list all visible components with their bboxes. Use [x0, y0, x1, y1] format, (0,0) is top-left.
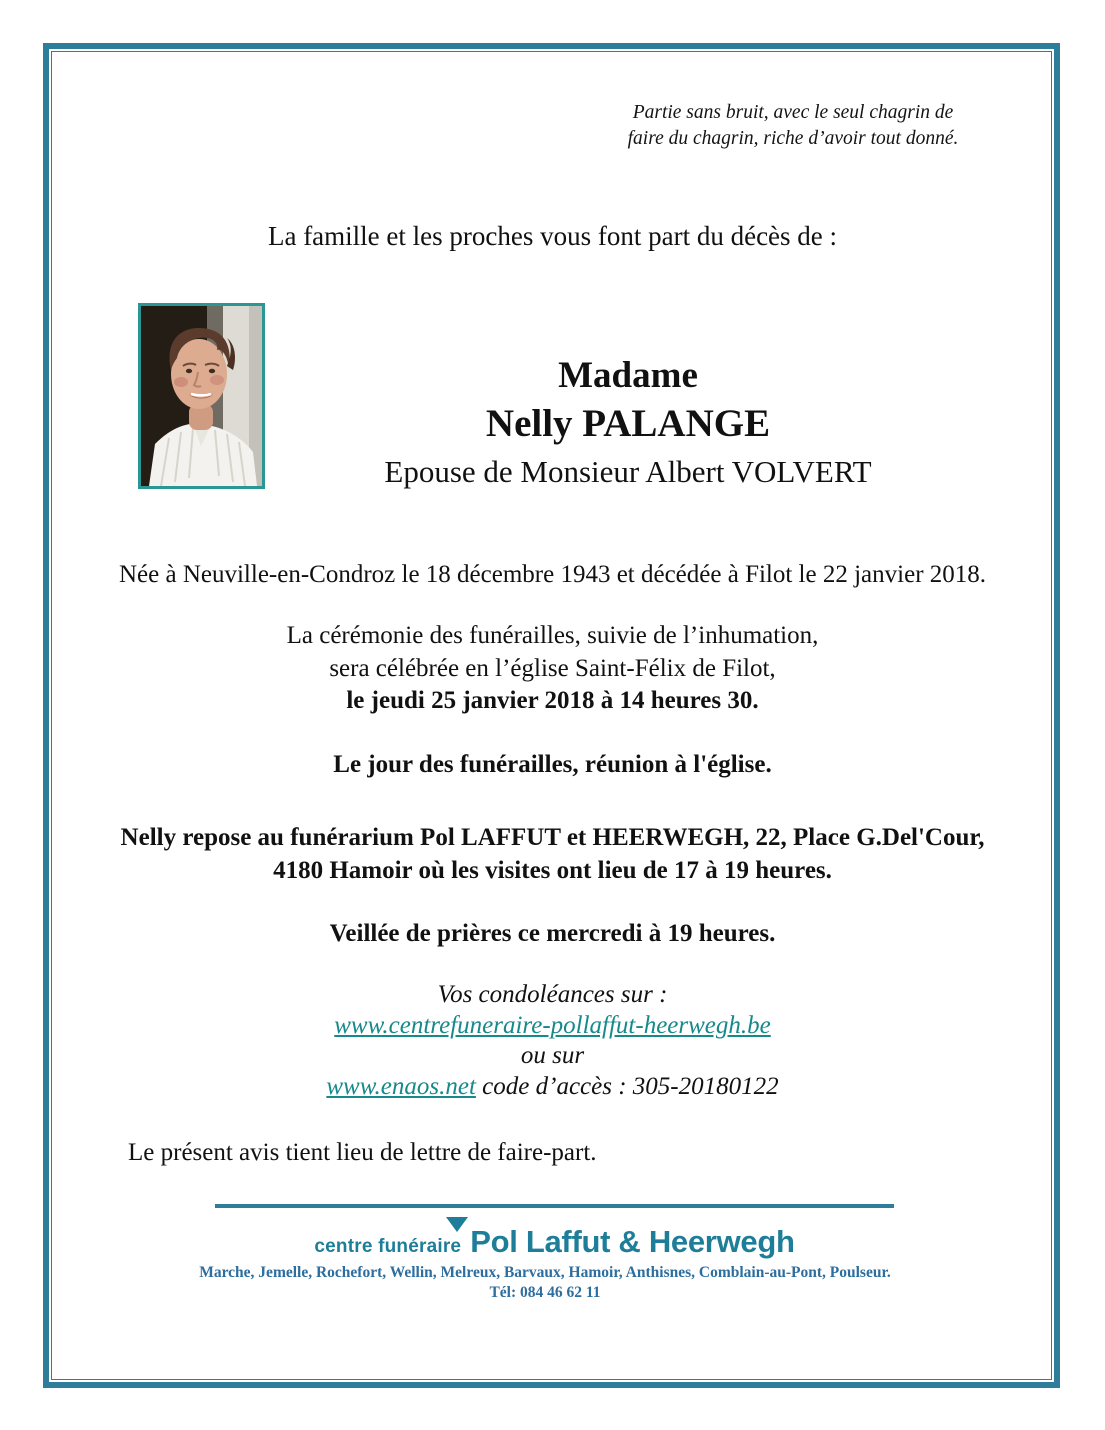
ceremony-line1: La cérémonie des funérailles, suivie de l’inhumation, [286, 622, 819, 649]
footer-locations: Marche, Jemelle, Rochefort, Wellin, Melreux, Barvaux, Hamoir, Anthisnes, Comblain-au-Pont, Poulseur. [199, 1264, 891, 1281]
funeral-home-brand [215, 1224, 894, 1260]
repose-line1: Nelly repose au funérarium Pol LAFFUT et HEERWEGH, 22, Place G.Del'Cour, [120, 824, 985, 851]
epitaph-quote-line2: faire du chagrin, riche d’avoir tout donné. [627, 127, 959, 149]
condolences-intro: Vos condoléances sur : [437, 981, 668, 1008]
birth-death-line: Née à Neuville-en-Condroz le 18 décembre 1943 et décédée à Filot le 22 janvier 2018. [118, 561, 987, 588]
vigil-line: Veillée de prières ce mercredi à 19 heures. [329, 920, 776, 947]
reunion-line: Le jour des funérailles, réunion à l'église. [333, 751, 772, 778]
brand-prefix-text: centre funéraire [314, 1236, 462, 1257]
footer-divider-line [215, 1204, 894, 1208]
repose-block [0, 821, 1105, 887]
condolences-or-text: ou sur [520, 1042, 585, 1069]
ceremony-line2: sera célébrée en l’église Saint-Félix de Filot, [329, 654, 776, 682]
deceased-title: Madame [558, 355, 698, 396]
deceased-name: Nelly PALANGE [485, 402, 771, 446]
deceased-portrait-photo [138, 303, 265, 489]
epitaph-quote-line1: Partie sans bruit, avec le seul chagrin de [632, 102, 954, 123]
faire-part-notice: Le présent avis tient lieu de lettre de faire-part. [128, 1139, 597, 1166]
footer-phone: Tél: 084 46 62 11 [489, 1284, 601, 1301]
repose-line2: 4180 Hamoir où les visites ont lieu de 17 à 19 heures. [273, 857, 832, 884]
epitaph-quote [593, 100, 993, 151]
condolences-link-enaos[interactable]: www.enaos.net [326, 1072, 476, 1100]
deceased-name-block [258, 352, 998, 495]
condolences-link-centrefuneraire[interactable]: www.centrefuneraire-pollaffut-heerwegh.be [334, 1011, 771, 1039]
deceased-spouse-line: Epouse de Monsieur Albert VOLVERT [384, 454, 872, 490]
ceremony-block [0, 620, 1105, 718]
access-code-text: code d’accès : 305-20180122 [482, 1072, 779, 1100]
ceremony-date-line: le jeudi 25 janvier 2018 à 14 heures 30. [346, 687, 759, 714]
portrait-illustration [141, 306, 262, 486]
brand-name-text: Pol Laffut & Heerwegh [470, 1224, 795, 1259]
condolences-block [0, 980, 1105, 1102]
announcement-intro: La famille et les proches vous font part du décès de : [267, 221, 838, 251]
